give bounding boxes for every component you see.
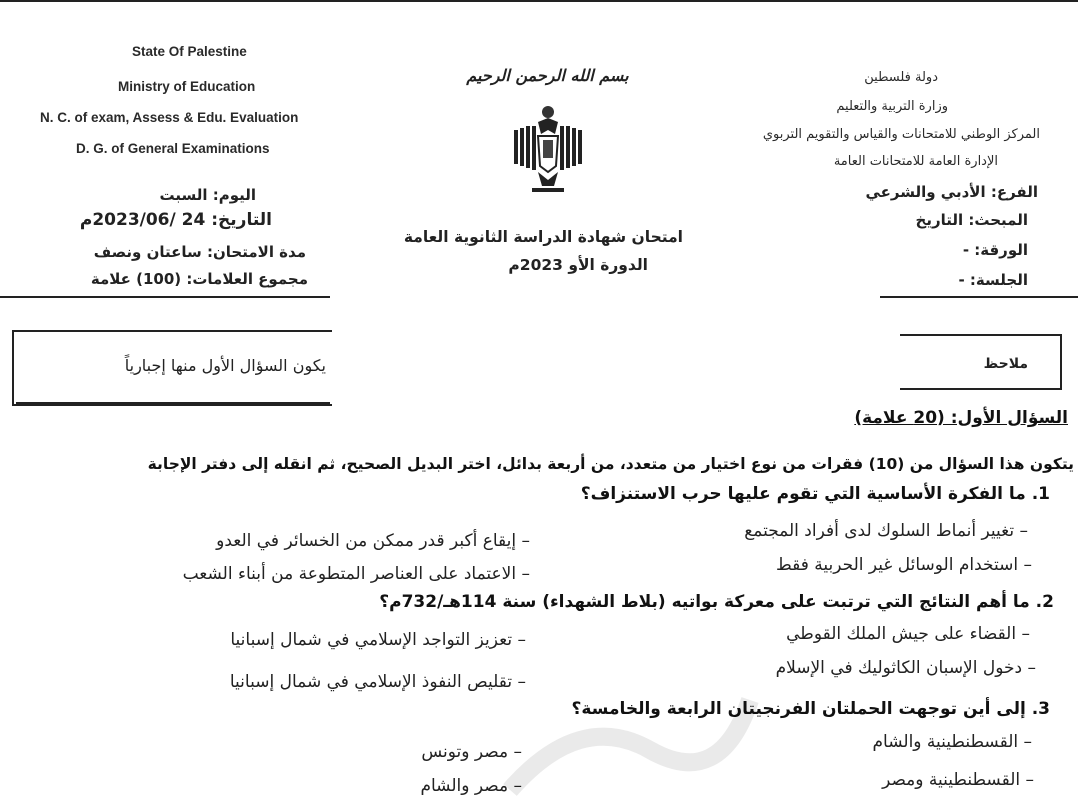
item-2-option-d: – تقليص النفوذ الإسلامي في شمال إسبانيا xyxy=(229,672,526,692)
item-2-option-a: – القضاء على جيش الملك القوطي xyxy=(786,624,1030,644)
item-1-option-a: – تغيير أنماط السلوك لدى أفراد المجتمع xyxy=(744,521,1028,541)
note-box-right xyxy=(900,334,1062,390)
question-1-instruction: يتكون هذا السؤال من (10) فقرات من نوع اختيار من متعدد، من أربعة بدائل، اختر البديل الصحيح، ثم انقله إلى دفتر الإجابة xyxy=(147,455,1074,473)
subject: المبحث: التاريخ xyxy=(915,211,1028,229)
basmala: بسم الله الرحمن الرحيم xyxy=(466,66,629,85)
session-number: الجلسة: - xyxy=(958,271,1028,289)
exam-date: التاريخ: 24 /2023/06م xyxy=(79,210,272,230)
question-1-heading: السؤال الأول: (20 علامة) xyxy=(854,408,1068,428)
header-rule-left xyxy=(0,296,330,298)
note-label: ملاحظ xyxy=(983,356,1028,372)
header-en-line-1: State Of Palestine xyxy=(132,44,247,59)
note-text: يكون السؤال الأول منها إجبارياً xyxy=(124,356,326,375)
note-box-left-shadow xyxy=(16,402,330,406)
header-en-line-2: Ministry of Education xyxy=(118,79,256,94)
item-3-option-b: – مصر وتونس xyxy=(421,742,522,762)
item-3-option-a: – القسطنطينية والشام xyxy=(872,732,1032,752)
exam-duration: مدة الامتحان: ساعتان ونصف xyxy=(93,243,306,261)
header-ar-line-2: وزارة التربية والتعليم xyxy=(836,99,948,114)
exam-day: اليوم: السبت xyxy=(159,186,256,204)
exam-title: امتحان شهادة الدراسة الثانوية العامة xyxy=(403,228,683,246)
watermark-graphic xyxy=(500,690,760,800)
header-ar-line-3: المركز الوطني للامتحانات والقياس والتقويم التربوي xyxy=(762,127,1040,142)
exam-session: الدورة الأو 2023م xyxy=(508,256,648,274)
question-item-3: 3. إلى أين توجهت الحملتان الفرنجيتان الرابعة والخامسة؟ xyxy=(571,699,1050,719)
item-1-option-d: – الاعتماد على العناصر المتطوعة من أبناء الشعب xyxy=(182,564,530,584)
question-item-1: 1. ما الفكرة الأساسية التي تقوم عليها حرب الاستنزاف؟ xyxy=(580,484,1050,504)
item-1-option-b: – إيقاع أكبر قدر ممكن من الخسائر في العدو xyxy=(216,531,530,551)
header-en-line-3: N. C. of exam, Assess & Edu. Evaluation xyxy=(40,110,299,125)
top-rule xyxy=(0,0,1078,2)
header-en-line-4: D. G. of General Examinations xyxy=(76,141,270,156)
header-ar-line-4: الإدارة العامة للامتحانات العامة xyxy=(833,154,998,169)
item-2-option-b: – تعزيز التواجد الإسلامي في شمال إسبانيا xyxy=(230,630,526,650)
branch: الفرع: الأدبي والشرعي xyxy=(865,183,1038,201)
header-ar-line-1: دولة فلسطين xyxy=(864,70,938,85)
paper: الورقة: - xyxy=(962,241,1028,259)
item-3-option-d: – مصر والشام xyxy=(420,776,522,796)
item-3-option-c: – القسطنطينية ومصر xyxy=(882,770,1034,790)
eagle-emblem-icon xyxy=(508,100,588,196)
item-1-option-c: – استخدام الوسائل غير الحربية فقط xyxy=(776,555,1032,575)
header-rule-right xyxy=(880,296,1078,298)
total-marks: مجموع العلامات: (100) علامة xyxy=(90,270,308,288)
item-2-option-c: – دخول الإسبان الكاثوليك في الإسلام xyxy=(775,658,1036,678)
question-item-2: 2. ما أهم النتائج التي ترتبت على معركة بواتيه (بلاط الشهداء) سنة 114هـ/732م؟ xyxy=(379,592,1054,612)
